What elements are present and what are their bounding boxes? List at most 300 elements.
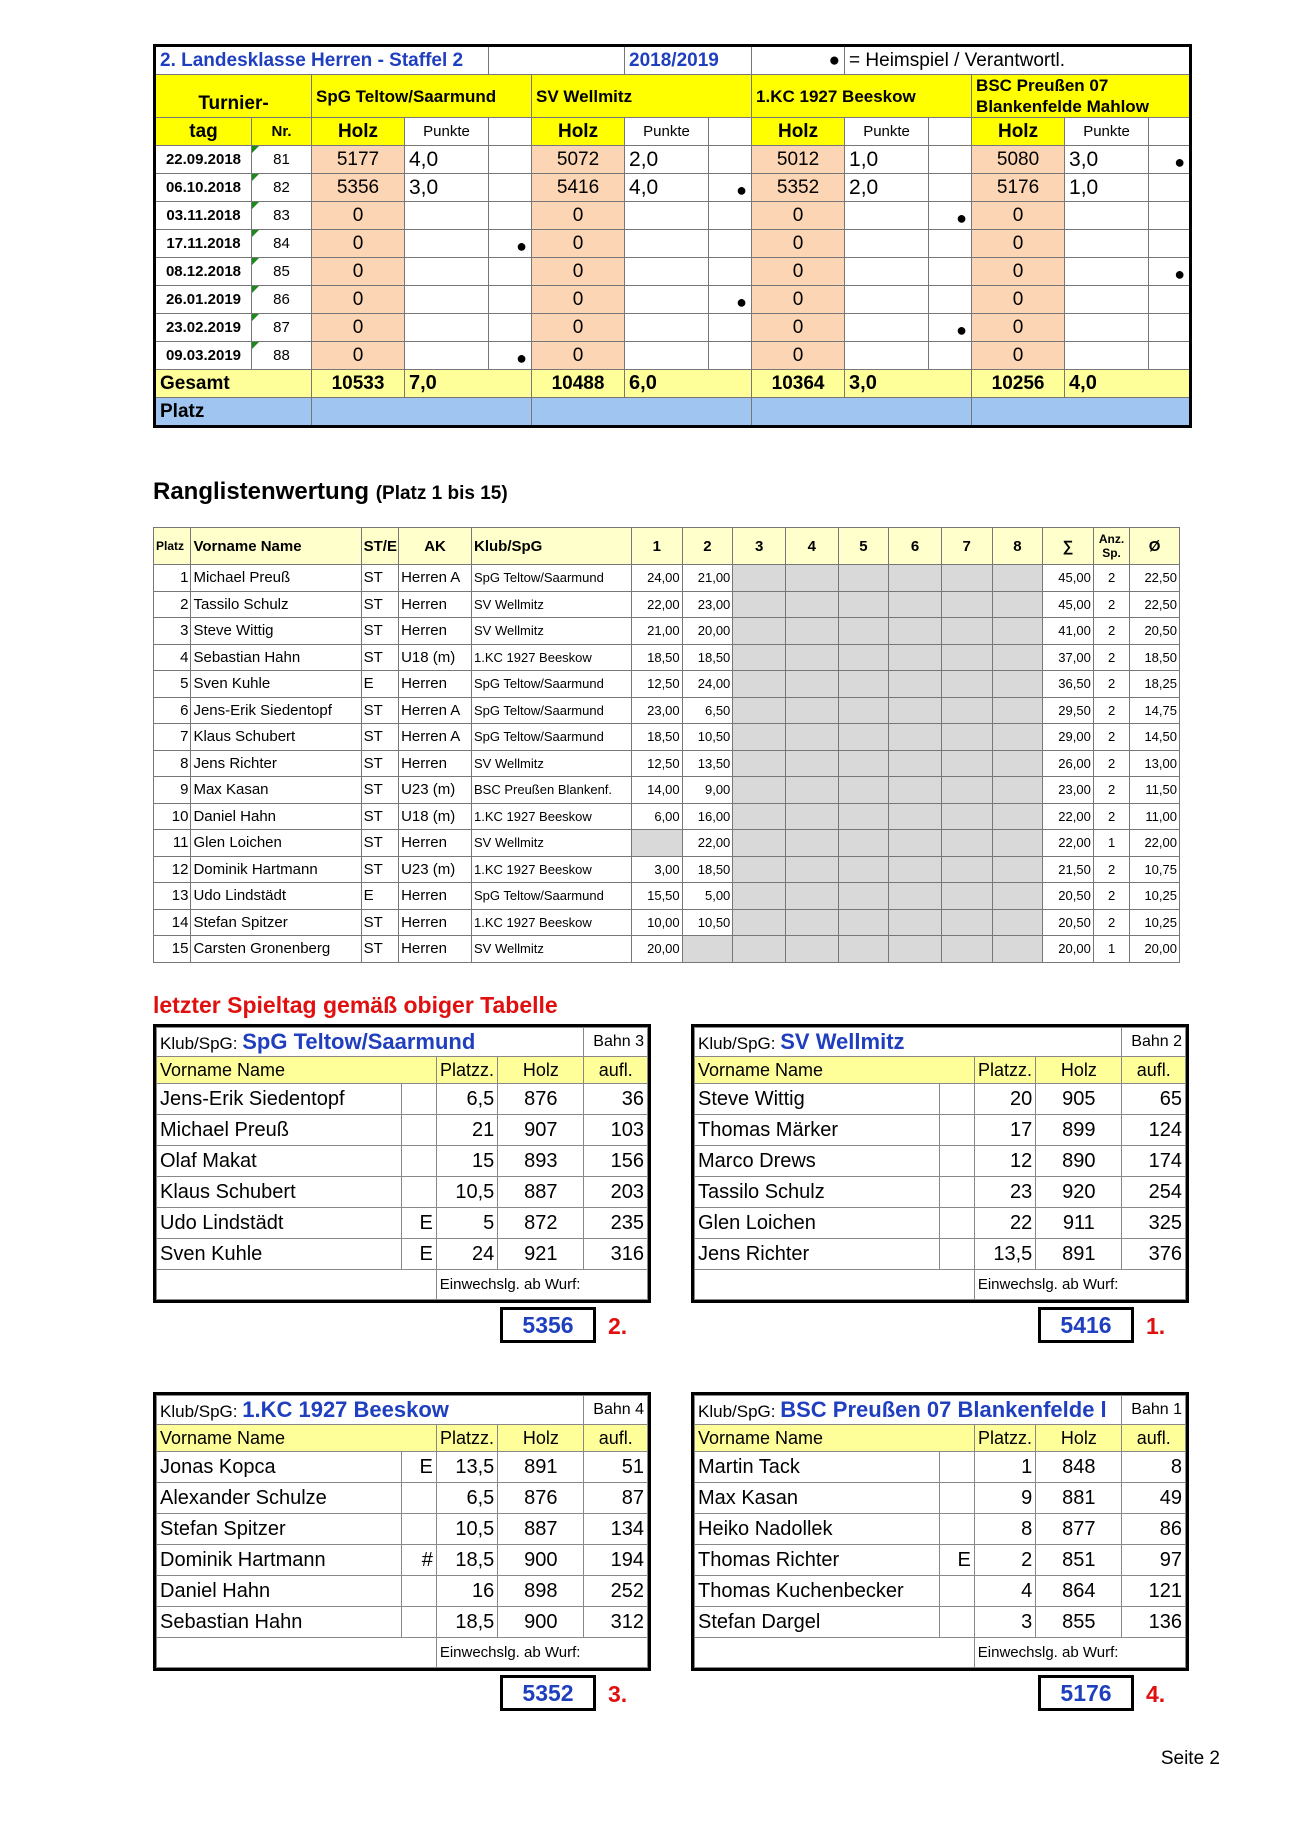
match-nr: 86 (252, 286, 312, 314)
rank-r6 (889, 697, 942, 724)
match-date: 22.09.2018 (155, 146, 252, 174)
player-platz: 6,5 (436, 1084, 497, 1115)
dot-header (1149, 118, 1191, 146)
rank-place: 5 (154, 671, 191, 698)
rank-name: Tassilo Schulz (191, 591, 361, 618)
rank-r4 (785, 803, 838, 830)
player-name: Max Kasan (695, 1483, 940, 1514)
player-flag (939, 1576, 974, 1607)
rank-ak: Herren (399, 591, 472, 618)
rank-r3 (733, 671, 786, 698)
holz-value: 0 (752, 202, 845, 230)
rank-r8 (992, 936, 1043, 963)
rank-r3 (733, 936, 786, 963)
home-marker: ● (489, 230, 532, 258)
player-row (157, 1452, 648, 1483)
gesamt-holz: 10256 (972, 370, 1065, 398)
rank-sum: 20,50 (1043, 909, 1094, 936)
rank-r5 (838, 750, 889, 777)
rank-place: 10 (154, 803, 191, 830)
rank-place: 14 (154, 909, 191, 936)
player-flag: # (401, 1545, 436, 1576)
player-row (695, 1177, 1186, 1208)
rank-r3 (733, 830, 786, 857)
rank-anz: 2 (1093, 697, 1129, 724)
rank-anz: 2 (1093, 618, 1129, 645)
home-marker (1149, 314, 1191, 342)
rank-sum: 41,00 (1043, 618, 1094, 645)
player-flag (939, 1084, 974, 1115)
player-holz: 920 (1036, 1177, 1122, 1208)
rank-club: SpG Teltow/Saarmund (472, 883, 632, 910)
club-row (695, 1396, 1186, 1425)
player-flag (939, 1607, 974, 1638)
rank-ak: Herren (399, 936, 472, 963)
rank-r6 (889, 644, 942, 671)
rank-r7 (941, 724, 992, 751)
player-name: Udo Lindstädt (157, 1208, 402, 1239)
player-platz: 6,5 (436, 1483, 497, 1514)
match-nr: 81 (252, 146, 312, 174)
rank-avg: 14,75 (1130, 697, 1180, 724)
punkte-value: 1,0 (845, 146, 929, 174)
rank-ste: ST (361, 618, 398, 645)
team-header-3: BSC Preußen 07 Blankenfelde Mahlow (972, 75, 1191, 118)
punkte-value (625, 202, 709, 230)
ranking-title (153, 478, 508, 506)
col-r3: 3 (733, 528, 786, 565)
punkte-value (1065, 314, 1149, 342)
home-marker: ● (489, 342, 532, 370)
player-name: Sebastian Hahn (157, 1607, 402, 1638)
holz-value: 0 (312, 230, 405, 258)
player-flag (939, 1177, 974, 1208)
player-holz: 877 (1036, 1514, 1122, 1545)
player-flag: E (401, 1208, 436, 1239)
rank-ste: E (361, 671, 398, 698)
rank-r7 (941, 803, 992, 830)
match-nr: 84 (252, 230, 312, 258)
player-platz: 13,5 (436, 1452, 497, 1483)
rank-r1: 15,50 (632, 883, 683, 910)
player-holz: 911 (1036, 1208, 1122, 1239)
rank-place: 2 (154, 591, 191, 618)
holz-value: 5012 (752, 146, 845, 174)
player-platz: 24 (436, 1239, 497, 1270)
rank-r5 (838, 909, 889, 936)
player-aufl: 254 (1122, 1177, 1186, 1208)
home-marker (489, 258, 532, 286)
match-nr: 83 (252, 202, 312, 230)
player-platz: 1 (974, 1452, 1035, 1483)
punkte-value: 4,0 (625, 174, 709, 202)
rank-ak: Herren (399, 750, 472, 777)
player-holz: 851 (1036, 1545, 1122, 1576)
player-platz: 18,5 (436, 1545, 497, 1576)
player-flag (401, 1146, 436, 1177)
match-date: 17.11.2018 (155, 230, 252, 258)
rank-r7 (941, 750, 992, 777)
rank-club: SpG Teltow/Saarmund (472, 671, 632, 698)
punkte-value (625, 342, 709, 370)
col-sum: ∑ (1043, 528, 1094, 565)
home-marker (489, 202, 532, 230)
gesamt-row (155, 370, 1191, 398)
punkte-value (405, 342, 489, 370)
rank-r4 (785, 883, 838, 910)
holz-value: 0 (972, 286, 1065, 314)
rank-r3 (733, 883, 786, 910)
ranking-row (154, 803, 1180, 830)
team-header-1: SV Wellmitz (532, 75, 752, 118)
ein-blank (157, 1270, 437, 1300)
rank-r2: 22,00 (682, 830, 733, 857)
player-row (157, 1146, 648, 1177)
team-header-0: SpG Teltow/Saarmund (312, 75, 532, 118)
match-row (155, 202, 1191, 230)
home-marker (929, 174, 972, 202)
substitution-row (695, 1638, 1186, 1668)
player-row (157, 1115, 648, 1146)
card-header-row (695, 1057, 1186, 1084)
rank-r2: 5,00 (682, 883, 733, 910)
holz-value: 0 (972, 230, 1065, 258)
punkte-value (845, 342, 929, 370)
gesamt-holz: 10488 (532, 370, 625, 398)
rank-r2: 9,00 (682, 777, 733, 804)
player-name: Dominik Hartmann (157, 1545, 402, 1576)
rank-avg: 10,25 (1130, 883, 1180, 910)
punkte-value (625, 258, 709, 286)
ranking-row (154, 909, 1180, 936)
rank-r8 (992, 644, 1043, 671)
platz-cell (752, 398, 972, 427)
hdr-aufl: aufl. (584, 1057, 648, 1084)
hdr-name: Vorname Name (157, 1057, 437, 1084)
player-aufl: 121 (1122, 1576, 1186, 1607)
rank-r2: 20,00 (682, 618, 733, 645)
rank-avg: 22,00 (1130, 830, 1180, 857)
rank-r7 (941, 856, 992, 883)
col-r4: 4 (785, 528, 838, 565)
player-row (157, 1177, 648, 1208)
match-row (155, 286, 1191, 314)
rank-ak: Herren A (399, 724, 472, 751)
punkte-value (1065, 258, 1149, 286)
player-holz: 872 (498, 1208, 584, 1239)
rank-r1 (632, 830, 683, 857)
player-aufl: 252 (584, 1576, 648, 1607)
platz-cell (972, 398, 1191, 427)
player-holz: 905 (1036, 1084, 1122, 1115)
rank-avg: 22,50 (1130, 565, 1180, 592)
rank-ak: U18 (m) (399, 803, 472, 830)
hdr-aufl: aufl. (1122, 1057, 1186, 1084)
rank-ste: ST (361, 856, 398, 883)
home-marker (1149, 174, 1191, 202)
rank-sum: 23,00 (1043, 777, 1094, 804)
rank-club: 1.KC 1927 Beeskow (472, 909, 632, 936)
rank-club: SpG Teltow/Saarmund (472, 697, 632, 724)
player-holz: 887 (498, 1177, 584, 1208)
rank-r3 (733, 591, 786, 618)
rank-r2: 10,50 (682, 724, 733, 751)
player-platz: 10,5 (436, 1177, 497, 1208)
rank-r6 (889, 591, 942, 618)
ranking-title-text: Ranglistenwertung (153, 478, 370, 505)
player-row (695, 1607, 1186, 1638)
rank-r6 (889, 856, 942, 883)
player-platz: 4 (974, 1576, 1035, 1607)
rank-place: 3 (154, 618, 191, 645)
hdr-aufl: aufl. (1122, 1425, 1186, 1452)
rank-r1: 12,50 (632, 671, 683, 698)
platz-cell (312, 398, 532, 427)
player-platz: 9 (974, 1483, 1035, 1514)
rank-r6 (889, 750, 942, 777)
rank-club: SV Wellmitz (472, 750, 632, 777)
player-platz: 23 (974, 1177, 1035, 1208)
ranking-row (154, 883, 1180, 910)
rank-name: Udo Lindstädt (191, 883, 361, 910)
ranking-row (154, 697, 1180, 724)
player-holz: 907 (498, 1115, 584, 1146)
rank-r4 (785, 750, 838, 777)
rank-ste: ST (361, 565, 398, 592)
rank-r1: 3,00 (632, 856, 683, 883)
rank-r5 (838, 671, 889, 698)
player-aufl: 36 (584, 1084, 648, 1115)
col-club: Klub/SpG (472, 528, 632, 565)
rank-ak: U18 (m) (399, 644, 472, 671)
rank-r5 (838, 830, 889, 857)
lane-number: Bahn 3 (584, 1028, 648, 1057)
rank-r2: 23,00 (682, 591, 733, 618)
rank-ste: ST (361, 830, 398, 857)
rank-sum: 22,00 (1043, 803, 1094, 830)
turnier-header (155, 75, 312, 118)
rank-r7 (941, 777, 992, 804)
home-marker (929, 286, 972, 314)
rank-place: 11 (154, 830, 191, 857)
col-name: Vorname Name (191, 528, 361, 565)
holz-value: 0 (752, 258, 845, 286)
player-row (157, 1208, 648, 1239)
player-aufl: 376 (1122, 1239, 1186, 1270)
player-holz: 864 (1036, 1576, 1122, 1607)
match-date: 08.12.2018 (155, 258, 252, 286)
rank-r6 (889, 830, 942, 857)
rank-r8 (992, 909, 1043, 936)
holz-value: 5080 (972, 146, 1065, 174)
player-platz: 2 (974, 1545, 1035, 1576)
rank-r7 (941, 909, 992, 936)
match-nr: 85 (252, 258, 312, 286)
ranking-subtitle: (Platz 1 bis 15) (375, 483, 508, 504)
hdr-holz: Holz (1036, 1057, 1122, 1084)
rank-avg: 20,50 (1130, 618, 1180, 645)
player-holz: 891 (498, 1452, 584, 1483)
hdr-platz: Platzz. (974, 1425, 1035, 1452)
rank-anz: 2 (1093, 591, 1129, 618)
hdr-holz: Holz (1036, 1425, 1122, 1452)
rank-avg: 11,00 (1130, 803, 1180, 830)
card-header-row (157, 1057, 648, 1084)
rank-sum: 22,00 (1043, 830, 1094, 857)
rank-club: 1.KC 1927 Beeskow (472, 644, 632, 671)
player-flag (939, 1115, 974, 1146)
player-row (695, 1146, 1186, 1177)
ranking-row (154, 936, 1180, 963)
rank-r1: 21,00 (632, 618, 683, 645)
rank-r8 (992, 591, 1043, 618)
rank-club: 1.KC 1927 Beeskow (472, 856, 632, 883)
player-name: Marco Drews (695, 1146, 940, 1177)
col-avg: Ø (1130, 528, 1180, 565)
punkte-value: 3,0 (1065, 146, 1149, 174)
last-day-title: letzter Spieltag gemäß obiger Tabelle (153, 992, 558, 1018)
home-marker (929, 230, 972, 258)
hdr-platz: Platzz. (436, 1057, 497, 1084)
ranking-header-row (154, 528, 1180, 565)
rank-r1: 24,00 (632, 565, 683, 592)
rank-avg: 10,75 (1130, 856, 1180, 883)
rank-place: 8 (154, 750, 191, 777)
rank-name: Steve Wittig (191, 618, 361, 645)
rank-ste: ST (361, 777, 398, 804)
hdr-name: Vorname Name (157, 1425, 437, 1452)
player-row (695, 1545, 1186, 1576)
rank-r2: 18,50 (682, 644, 733, 671)
col-r5: 5 (838, 528, 889, 565)
player-flag (939, 1452, 974, 1483)
rank-club: SpG Teltow/Saarmund (472, 565, 632, 592)
rank-r4 (785, 697, 838, 724)
player-name: Stefan Dargel (695, 1607, 940, 1638)
home-marker (929, 342, 972, 370)
club-row (157, 1396, 648, 1425)
home-marker (929, 146, 972, 174)
rank-ste: ST (361, 644, 398, 671)
ranking-row (154, 565, 1180, 592)
home-marker (709, 258, 752, 286)
club-name-cell (695, 1396, 1122, 1425)
rank-sum: 45,00 (1043, 565, 1094, 592)
holz-value: 0 (532, 230, 625, 258)
rank-r3 (733, 565, 786, 592)
player-name: Steve Wittig (695, 1084, 940, 1115)
punkte-value (405, 202, 489, 230)
player-aufl: 194 (584, 1545, 648, 1576)
player-row (157, 1483, 648, 1514)
rank-anz: 2 (1093, 856, 1129, 883)
punkte-value (405, 286, 489, 314)
col-ak: AK (399, 528, 472, 565)
home-marker: ● (709, 174, 752, 202)
dot-header (929, 118, 972, 146)
rank-ste: ST (361, 750, 398, 777)
player-platz: 13,5 (974, 1239, 1035, 1270)
rank-r1: 22,00 (632, 591, 683, 618)
rank-r5 (838, 644, 889, 671)
rank-ste: ST (361, 803, 398, 830)
player-holz: 898 (498, 1576, 584, 1607)
club-label: Klub/SpG: (698, 1034, 776, 1053)
rank-place: 13 (154, 883, 191, 910)
rank-r2: 18,50 (682, 856, 733, 883)
player-holz: 887 (498, 1514, 584, 1545)
holz-value: 0 (972, 258, 1065, 286)
holz-value: 0 (532, 258, 625, 286)
club-card-table (694, 1027, 1186, 1300)
rank-r6 (889, 565, 942, 592)
ein-label: Einwechslg. ab Wurf: (436, 1638, 647, 1668)
player-aufl: 86 (1122, 1514, 1186, 1545)
hdr-name: Vorname Name (695, 1057, 975, 1084)
rank-club: SV Wellmitz (472, 591, 632, 618)
player-name: Thomas Märker (695, 1115, 940, 1146)
player-holz: 900 (498, 1607, 584, 1638)
home-marker: ● (709, 286, 752, 314)
rank-anz: 2 (1093, 909, 1129, 936)
holz-value: 0 (752, 286, 845, 314)
rank-name: Jens-Erik Siedentopf (191, 697, 361, 724)
club-card-table (694, 1395, 1186, 1668)
player-name: Martin Tack (695, 1452, 940, 1483)
player-flag (401, 1607, 436, 1638)
rank-r4 (785, 671, 838, 698)
player-row (695, 1452, 1186, 1483)
holz-value: 5176 (972, 174, 1065, 202)
gesamt-holz: 10364 (752, 370, 845, 398)
home-marker: ● (1149, 258, 1191, 286)
match-row (155, 174, 1191, 202)
substitution-row (157, 1638, 648, 1668)
substitution-row (157, 1270, 648, 1300)
holz-header: Holz (972, 118, 1065, 146)
rank-r1: 18,50 (632, 644, 683, 671)
player-holz: 890 (1036, 1146, 1122, 1177)
home-marker (709, 202, 752, 230)
rank-r6 (889, 618, 942, 645)
holz-value: 0 (752, 230, 845, 258)
rank-r8 (992, 856, 1043, 883)
player-flag (939, 1483, 974, 1514)
match-date: 26.01.2019 (155, 286, 252, 314)
club-name-cell (157, 1028, 584, 1057)
col-anz (1093, 528, 1129, 565)
ranking-row (154, 618, 1180, 645)
punkte-value (405, 314, 489, 342)
rank-r2: 6,50 (682, 697, 733, 724)
rank-place: 4 (154, 644, 191, 671)
rank-anz: 2 (1093, 565, 1129, 592)
rank-name: Klaus Schubert (191, 724, 361, 751)
player-row (157, 1514, 648, 1545)
player-flag (401, 1483, 436, 1514)
rank-anz: 2 (1093, 777, 1129, 804)
dot-header (489, 118, 532, 146)
holz-value: 0 (752, 314, 845, 342)
home-marker (1149, 230, 1191, 258)
player-platz: 15 (436, 1146, 497, 1177)
rank-place: 12 (154, 856, 191, 883)
punkte-value (845, 230, 929, 258)
rank-r4 (785, 644, 838, 671)
punkte-value (405, 230, 489, 258)
player-flag (401, 1177, 436, 1208)
punkte-value (405, 258, 489, 286)
